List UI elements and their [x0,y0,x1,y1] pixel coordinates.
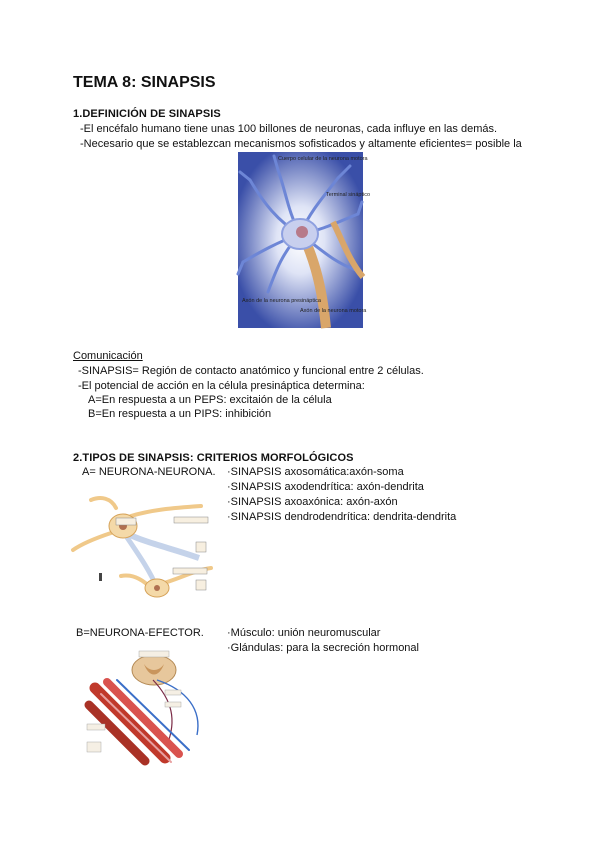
list-item: ·SINAPSIS axodendrítica: axón-dendrita [227,481,424,493]
neuromuscular-junction-illustration [87,650,212,762]
list-item: ·SINAPSIS axoaxónica: axón-axón [227,496,398,508]
label-neurona-efector: B=NEURONA-EFECTOR. [76,627,204,639]
motor-neuron-figure [238,152,371,328]
text-line: -Necesario que se establezcan mecanismos sofisticados y altamente eficientes= posible la [80,138,522,150]
label-neurona-neurona: A= NEURONA-NEURONA. [82,466,216,478]
label-axon-motora: Axón de la neurona motora [300,308,367,314]
label-terminal-sinaptico: Terminal sináptico [326,192,371,198]
section-heading-definicion: 1.DEFINICIÓN DE SINAPSIS [73,108,221,120]
neuron-neuron-figure [71,488,215,606]
text-line: -El potencial de acción en la célula presináptica determina: [78,380,365,392]
page-title: TEMA 8: SINAPSIS [73,74,216,91]
text-line: -El encéfalo humano tiene unas 100 billones de neuronas, cada influye en las demás. [80,123,498,135]
neuromuscular-figure [87,650,212,762]
text-line: A=En respuesta a un PEPS: excitaión de la célula [88,394,332,406]
list-item: ·Músculo: unión neuromuscular [227,627,381,639]
list-item: ·SINAPSIS axosomática:axón-soma [227,466,404,478]
label-axon-presinaptica: Axón de la neurona presináptica [242,298,321,304]
list-item: ·SINAPSIS dendrodendrítica: dendrita-dendrita [227,511,457,523]
motor-neuron-illustration [238,152,371,328]
text-line: -SINAPSIS= Región de contacto anatómico y funcional entre 2 células. [78,365,424,377]
label-cuerpo-celular: Cuerpo celular de la neurona motora [278,156,368,162]
list-item: ·Glándulas: para la secreción hormonal [227,642,419,654]
subheading-comunicacion: Comunicación [73,350,143,362]
section-heading-tipos: 2.TIPOS DE SINAPSIS: CRITERIOS MORFOLÓGICOS [73,452,354,464]
synapse-types-illustration [71,488,215,606]
text-line: B=En respuesta a un PIPS: inhibición [88,408,272,420]
